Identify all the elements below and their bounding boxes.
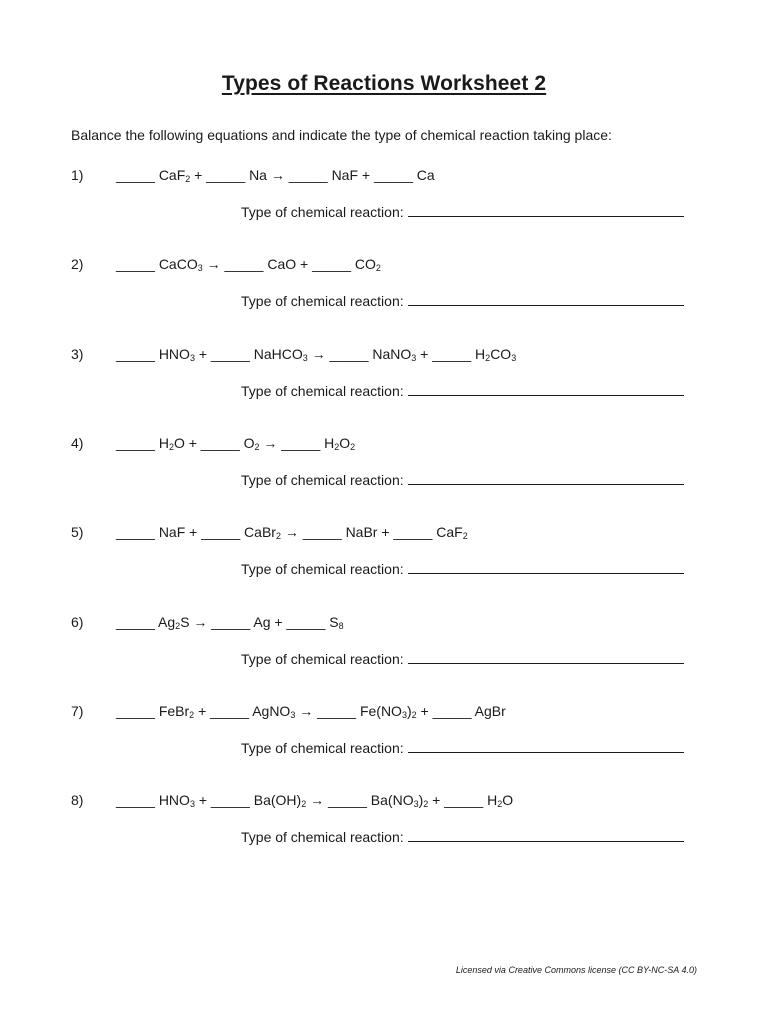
reaction-type-label: Type of chemical reaction: [241, 472, 404, 488]
reaction-type-label: Type of chemical reaction: [241, 561, 404, 577]
reaction-type-label: Type of chemical reaction: [241, 383, 404, 399]
reaction-type-row [241, 828, 684, 845]
problem-item [0, 792, 768, 852]
chemical-equation[interactable]: _____ FeBr$_2$ + _____ AgNO$_3$ → _____ $Fe(NO_3)_2$ + _____ AgBr [116, 703, 506, 720]
reaction-type-label: Type of chemical reaction: [241, 829, 404, 845]
problem-number: 3) [71, 346, 84, 362]
problem-item [0, 435, 768, 495]
problem-item [0, 524, 768, 584]
reaction-type-answer-line[interactable] [408, 560, 684, 574]
reaction-type-answer-line[interactable] [408, 203, 684, 217]
problem-item [0, 167, 768, 227]
reaction-type-row [241, 650, 684, 667]
reaction-type-row [241, 471, 684, 488]
reaction-type-answer-line[interactable] [408, 739, 684, 753]
problem-number: 6) [71, 614, 84, 630]
reaction-type-label: Type of chemical reaction: [241, 293, 404, 309]
chemical-equation[interactable]: _____ $HNO_3$ + _____ $Ba(OH)_2$ → _____ $Ba(NO_3)_2$ + _____ $H_2O$ [116, 792, 514, 809]
reaction-type-answer-line[interactable] [408, 650, 684, 664]
reaction-type-row [241, 382, 684, 399]
page-title: Types of Reactions Worksheet 2 [221, 72, 547, 95]
reaction-type-row [241, 560, 684, 577]
chemical-equation[interactable]: _____ $H_2O$ + _____ $O_2$ → _____ $H_2O_2$ [116, 435, 356, 452]
reaction-type-label: Type of chemical reaction: [241, 740, 404, 756]
license-footer: Licensed via Creative Commons license (CC BY-NC-SA 4.0) [455, 965, 697, 975]
problem-number: 7) [71, 703, 84, 719]
problem-number: 1) [71, 167, 84, 183]
chemical-equation[interactable]: _____ $HNO_3$ + _____ NaHCO$_3$ → _____ NaNO$_3$ + _____ $H_2CO_3$ [116, 346, 517, 363]
reaction-type-row [241, 739, 684, 756]
reaction-type-row [241, 292, 684, 309]
problem-number: 4) [71, 435, 84, 451]
problem-number: 2) [71, 256, 84, 272]
chemical-equation[interactable]: _____ NaF + _____ CaBr$_2$ → _____ NaBr + _____ CaF$_2$ [116, 524, 468, 541]
problem-item [0, 346, 768, 406]
reaction-type-label: Type of chemical reaction: [241, 651, 404, 667]
problem-item [0, 256, 768, 316]
problem-item [0, 703, 768, 763]
problem-number: 8) [71, 792, 84, 808]
reaction-type-row [241, 203, 684, 220]
reaction-type-label: Type of chemical reaction: [241, 204, 404, 220]
reaction-type-answer-line[interactable] [408, 292, 684, 306]
chemical-equation[interactable]: _____ $Ag_2S$ → _____ Ag + _____ $S_8$ [116, 614, 344, 631]
chemical-equation[interactable]: _____ CaCO$_3$ → _____ CaO + _____ $CO_2$ [116, 256, 381, 273]
problem-number: 5) [71, 524, 84, 540]
reaction-type-answer-line[interactable] [408, 382, 684, 396]
reaction-type-answer-line[interactable] [408, 828, 684, 842]
reaction-type-answer-line[interactable] [408, 471, 684, 485]
problem-item [0, 614, 768, 674]
instructions: Balance the following equations and indicate the type of chemical reaction taking place: [71, 127, 612, 143]
chemical-equation[interactable]: _____ CaF$_2$ + _____ Na → _____ NaF + _____ Ca [116, 167, 435, 184]
